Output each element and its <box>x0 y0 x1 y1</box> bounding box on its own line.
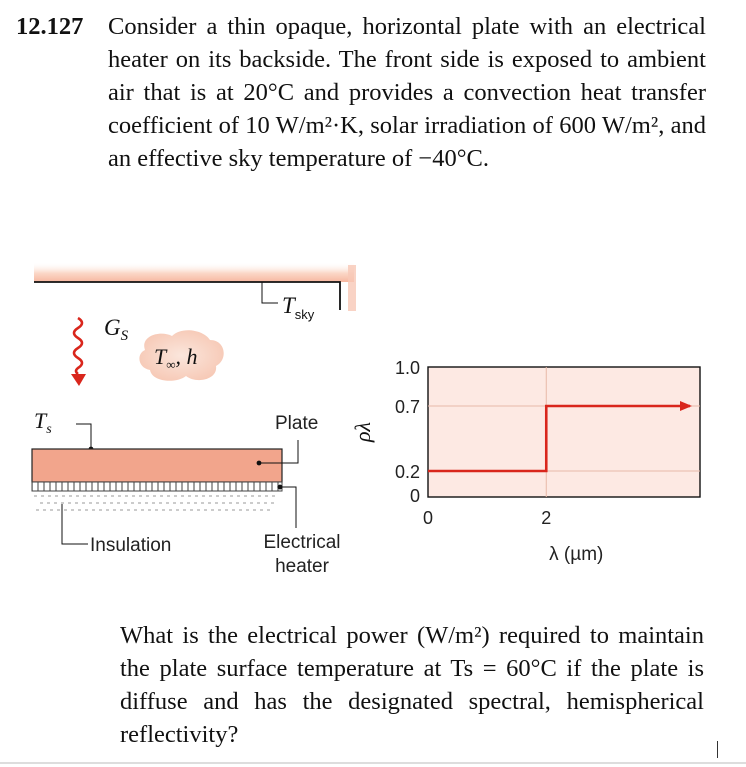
y-tick-label: 0 <box>409 486 420 506</box>
insulation <box>34 496 278 510</box>
heater-leader <box>280 487 296 528</box>
ts-label: $T_s$ <box>34 408 52 437</box>
plot-area <box>428 367 700 497</box>
problem-question: What is the electrical power (W/m²) required to maintain the plate surface temperature at Ts = 60°C if the plate is diffuse and has the designated spectral, hemispherical reflectivity? <box>120 622 704 748</box>
sky-enclosure <box>34 262 356 311</box>
problem-text: Consider a thin opaque, horizontal plate with an electrical heater on its backside. The front side is exposed to ambient air that is at 20°C and provides a convection heat transfer coefficient of 10 W/m²·K, solar irradiation of 600 W/m², and an effective sky temperature of −40°C. <box>108 13 706 172</box>
t-inf-label: $T_\infty$, h <box>154 344 198 372</box>
heater-label-line1: Electrical <box>263 532 341 553</box>
heater-label-line2: heater <box>275 556 329 577</box>
y-axis-label: ρλ <box>350 421 375 443</box>
t-sky-leader <box>262 282 278 303</box>
problem-number: 12.127 <box>16 13 84 40</box>
y-tick-label: 0.7 <box>394 397 420 417</box>
text-cursor <box>717 741 718 758</box>
solar-arrowhead-icon <box>71 374 86 386</box>
electrical-heater <box>32 482 282 491</box>
x-tick-label: 2 <box>541 508 552 528</box>
plate-label: Plate <box>275 413 319 434</box>
t-sky-label: $T_{sky}$ <box>282 293 315 322</box>
insulation-label: Insulation <box>90 535 172 556</box>
ts-leader <box>76 424 91 448</box>
solar-irradiation-icon <box>74 318 82 374</box>
y-tick-label: 1.0 <box>394 358 420 378</box>
y-tick-label: 0.2 <box>394 462 420 482</box>
reflectivity-chart <box>350 358 700 565</box>
plate <box>32 449 282 482</box>
bottom-divider <box>0 762 746 764</box>
x-axis-label: λ (µm) <box>549 544 604 565</box>
x-tick-label: 0 <box>422 508 434 528</box>
gs-label: $G_S$ <box>104 315 129 344</box>
